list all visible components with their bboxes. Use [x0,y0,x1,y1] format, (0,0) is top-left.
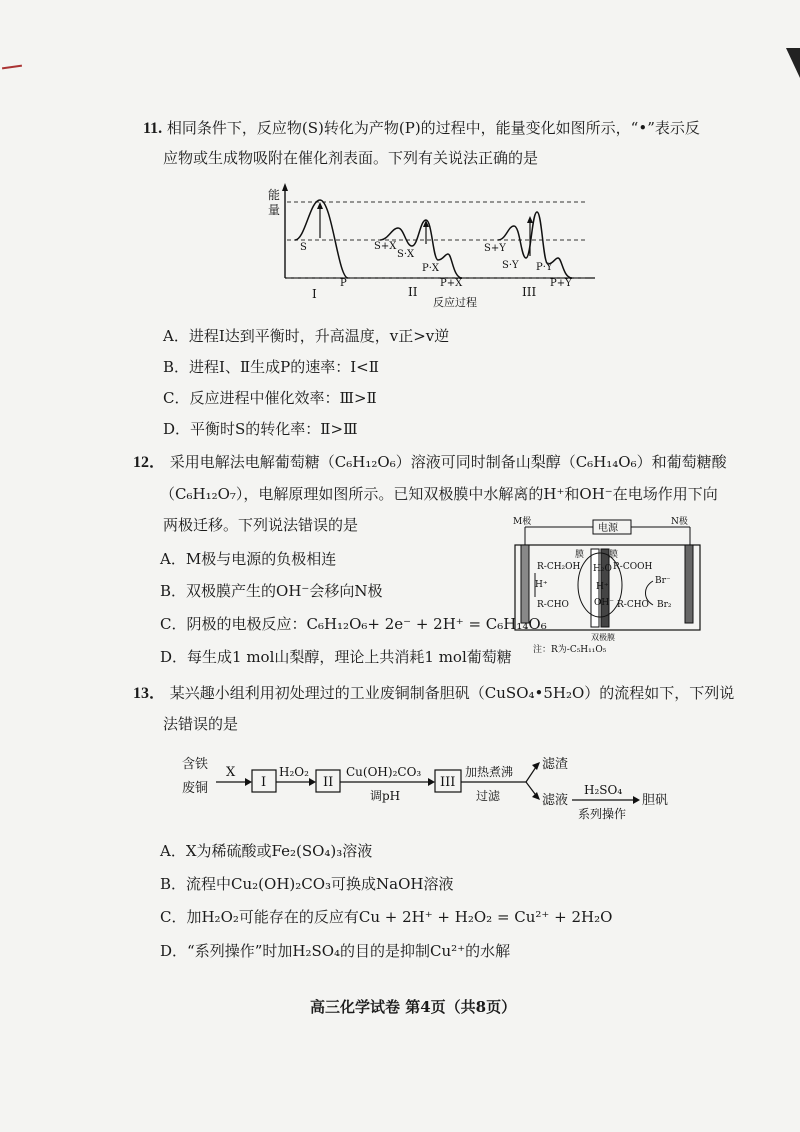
question-11-option-A: A．进程Ⅰ达到平衡时，升高温度，v正>v逆 [163,327,450,345]
question-11-stem-line-1: 11. 相同条件下，反应物(S)转化为产物(P)的过程中，能量变化如图所示，“•”表示反 [143,119,700,137]
power-source-label: 电源 [598,523,618,534]
question-11-stem-line-2: 应物或生成物吸附在催化剂表面。下列有关说法正确的是 [163,149,539,167]
question-11-number: 11. [143,120,163,137]
scan-mark-left [2,65,22,70]
flow-cuoh2co3: Cu(OH)₂CO₃ [346,765,422,779]
flow-box-III-label: III [440,775,456,790]
flow-residue: 滤渣 [542,757,569,772]
left-species-rch2oh: R-CH₂OH [537,562,581,572]
question-12-stem-line-2: （C₆H₁₂O₇），电解原理如图所示。已知双极膜中水解离的H⁺和OH⁻在电场作用下向 [160,485,718,503]
stage-label-III: III [522,285,537,299]
flow-heat: 加热煮沸 [465,765,514,779]
center-h2o: H₂O [593,564,612,574]
question-12-stem-line-1: 12． 采用电解法电解葡萄糖（C₆H₁₂O₆）溶液可同时制备山梨醇（C₆H₁₄O₆）和葡萄糖酸 [133,453,727,471]
center-oh: OH⁻ [594,598,614,608]
m-electrode-label: M极 [513,517,532,527]
question-11-option-D: D．平衡时S的转化率：Ⅱ>Ⅲ [163,420,358,438]
energy-axis-label-1: 能 [268,188,281,202]
right-species-br: Br⁻ [655,576,671,586]
flow-start-2: 废铜 [182,781,209,796]
label-S+X: S+X [374,241,397,252]
question-11-option-C: C．反应进程中催化效率：Ⅲ>Ⅱ [163,389,377,407]
membrane-label-2: 膜 [609,550,619,560]
center-h: H⁺ [596,582,609,592]
question-12-number: 12． [133,454,166,471]
right-species-br2: Br₂ [657,600,672,610]
flow-ph: 调pH [370,789,401,803]
membrane-label-1: 膜 [575,550,585,560]
stage-label-I: I [312,287,317,301]
label-S·Y: S·Y [502,260,519,271]
scan-corner-mark [786,48,800,78]
question-13-stem-line-1: 13． 某兴趣小组利用初处理过的工业废铜制备胆矾（CuSO₄•5H₂O）的流程如下，下列说 [133,684,735,702]
flow-h2so4: H₂SO₄ [584,783,623,797]
flow-filter: 过滤 [476,789,501,803]
label-P+Y: P+Y [550,278,572,289]
flow-ops: 系列操作 [578,807,627,821]
question-13-option-A: A．X为稀硫酸或Fe₂(SO₄)₃溶液 [160,842,373,860]
question-13-option-B: B．流程中Cu₂(OH)₂CO₃可换成NaOH溶液 [160,875,454,893]
left-species-h: H⁺ [535,580,548,590]
question-12-option-D: D．每生成1 mol山梨醇，理论上共消耗1 mol葡萄糖 [160,648,512,666]
flow-box-I-label: I [261,775,267,790]
x-axis-label: 反应过程 [433,296,477,309]
m-electrode [521,545,529,623]
question-13-option-D: D．“系列操作”时加H₂SO₄的目的是抑制Cu²⁺的水解 [160,942,511,960]
n-electrode [685,545,693,623]
question-12-stem-line-3: 两极迁移。下列说法错误的是 [163,516,359,534]
n-electrode-label: N极 [671,517,688,527]
label-S: S [300,242,307,253]
question-12-option-B: B．双极膜产生的OH⁻会移向N极 [160,582,383,600]
question-12-option-A: A．M极与电源的负极相连 [160,550,337,568]
energy-axis-label-2: 量 [268,203,281,217]
flow-box-II-label: II [323,775,334,790]
flow-start-1: 含铁 [182,757,209,772]
stage-label-II: II [408,285,418,299]
question-13-option-C: C．加H₂O₂可能存在的反应有Cu + 2H⁺ + H₂O₂ = Cu²⁺ + 2H₂O [160,908,613,926]
flow-filtrate: 滤液 [542,793,569,808]
flow-product: 胆矾 [642,793,669,808]
question-11-option-B: B．进程Ⅰ、Ⅱ生成P的速率：Ⅰ<Ⅱ [163,358,379,376]
electrolysis-diagram [505,515,725,655]
question-12-option-C: C．阴极的电极反应：C₆H₁₂O₆+ 2e⁻ + 2H⁺ = C₆H₁₄O₆ [160,615,547,633]
page-footer: 高三化学试卷 第4页（共8页） [310,998,517,1016]
label-P+X: P+X [440,278,463,289]
right-species-rcho: R-CHO [617,600,649,610]
label-P·Y: P·Y [536,262,553,273]
question-13-number: 13． [133,685,166,702]
left-species-rcho: R-CHO [537,600,569,610]
question-13-stem-line-2: 法错误的是 [163,715,239,733]
label-S·X: S·X [397,249,415,260]
membrane-caption: 双极膜 [591,633,615,642]
flow-reagent-x: X [226,765,236,780]
electrolysis-note: 注：R为-C₅H₁₁O₅ [533,645,607,655]
energy-profile-diagram [250,180,600,310]
process-flowchart [180,752,700,832]
label-P: P [340,278,347,289]
flow-h2o2: H₂O₂ [279,765,309,779]
label-S+Y: S+Y [484,243,506,254]
label-P·X: P·X [422,263,440,274]
right-species-rcooh: R-COOH [613,562,653,572]
